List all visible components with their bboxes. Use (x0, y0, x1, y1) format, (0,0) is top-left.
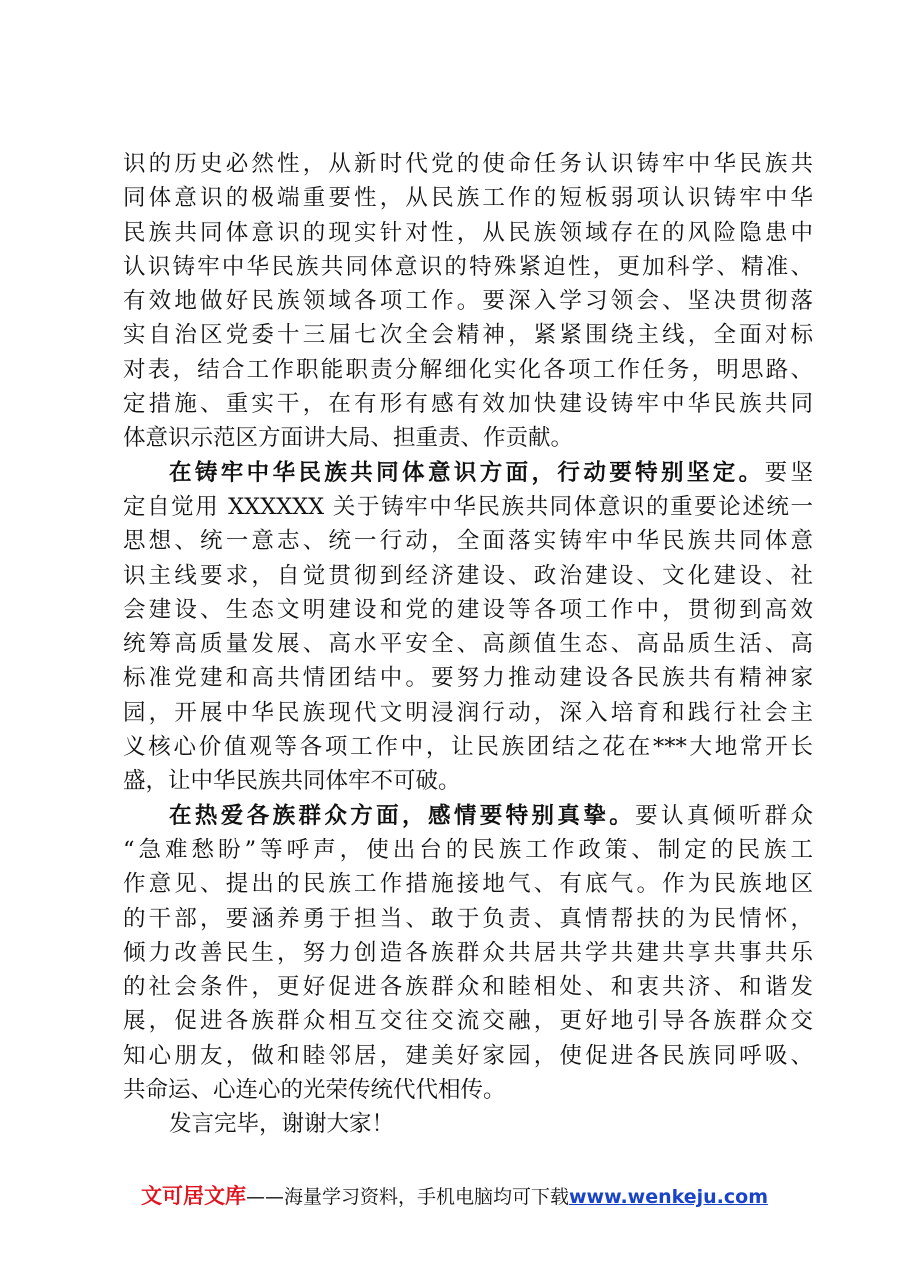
footer-banner (0, 1183, 909, 1210)
footer-url-link[interactable]: www.wenkeju.com (569, 1186, 769, 1208)
text-line: 定措施、重实干，在有形有感有效加快建设铸牢中华民族共同 (123, 391, 813, 418)
text-line: 作意见、提出的民族工作措施接地气、有底气。作为民族地区 (123, 871, 813, 898)
paragraph-2 (123, 456, 813, 799)
text-line: 盛，让中华民族共同体牢不可破。 (123, 768, 461, 795)
text-line: 认识铸牢中华民族共同体意识的特殊紧迫性，更加科学、精准、 (123, 253, 813, 280)
text-line: 民族共同体意识的现实针对性，从民族领域存在的风险隐患中 (123, 219, 813, 246)
document-body (123, 147, 813, 1142)
text-span: 要坚 (764, 459, 813, 486)
text-line: 展，促进各族群众相互交往交流交融，更好地引导各族群众交 (123, 1008, 813, 1035)
closing-line: 发言完毕，谢谢大家！ (169, 1111, 395, 1138)
text-line: 对表，结合工作职能职责分解细化实化各项工作任务，明思路、 (123, 356, 813, 383)
text-line: “急难愁盼”等呼声，使出台的民族工作政策、制定的民族工 (123, 836, 813, 863)
text-line: 定自觉用 XXXXXX 关于铸牢中华民族共同体意识的重要论述统一 (123, 493, 813, 520)
text-line: 识的历史必然性，从新时代党的使命任务认识铸牢中华民族共 (123, 151, 813, 177)
text-line: 的社会条件，更好促进各族群众和睦相处、和衷共济、和谐发 (123, 974, 813, 1001)
text-line: 园，开展中华民族现代文明浸润行动，深入培育和践行社会主 (123, 699, 813, 726)
paragraph-heading: 在热爱各族群众方面，感情要特别真挚。 (169, 802, 636, 829)
paragraph-first-line (123, 456, 813, 490)
text-line: 知心朋友，做和睦邻居，建美好家园，使促进各民族同呼吸、 (123, 1042, 813, 1069)
text-line: 实自治区党委十三届七次全会精神，紧紧围绕主线，全面对标 (123, 322, 813, 349)
text-line: 标准党建和高共情团结中。要努力推动建设各民族共有精神家 (123, 665, 813, 692)
text-line: 会建设、生态文明建设和党的建设等各项工作中，贯彻到高效 (123, 596, 813, 623)
text-line: 倾力改善民生，努力创造各族群众共居共学共建共享共事共乐 (123, 939, 813, 966)
text-line: 体意识示范区方面讲大局、担重责、作贡献。 (123, 425, 574, 452)
footer-brand: 文可居文库 (140, 1184, 246, 1208)
text-line: 识主线要求，自觉贯彻到经济建设、政治建设、文化建设、社 (123, 562, 813, 589)
text-line: 的干部，要涵养勇于担当、敢于负责、真情帮扶的为民情怀， (123, 905, 813, 932)
paragraph-1 (123, 147, 813, 456)
text-line: 有效地做好民族领域各项工作。要深入学习领会、坚决贯彻落 (123, 288, 813, 315)
text-line: 思想、统一意志、统一行动，全面落实铸牢中华民族共同体意 (123, 528, 813, 555)
paragraph-heading: 在铸牢中华民族共同体意识方面，行动要特别坚定。 (169, 459, 765, 486)
text-line: 共命运、心连心的光荣传统代代相传。 (123, 1077, 506, 1104)
text-line: 义核心价值观等各项工作中，让民族团结之花在***大地常开长 (123, 734, 813, 761)
footer-tagline: ——海量学习资料，手机电脑均可下载 (245, 1186, 569, 1208)
text-line: 统筹高质量发展、高水平安全、高颜值生态、高品质生活、高 (123, 631, 813, 658)
text-line: 同体意识的极端重要性，从民族工作的短板弱项认识铸牢中华 (123, 185, 813, 212)
text-span: 要认真倾听群众 (635, 802, 813, 829)
paragraph-3 (123, 799, 813, 1108)
paragraph-first-line (123, 799, 813, 833)
